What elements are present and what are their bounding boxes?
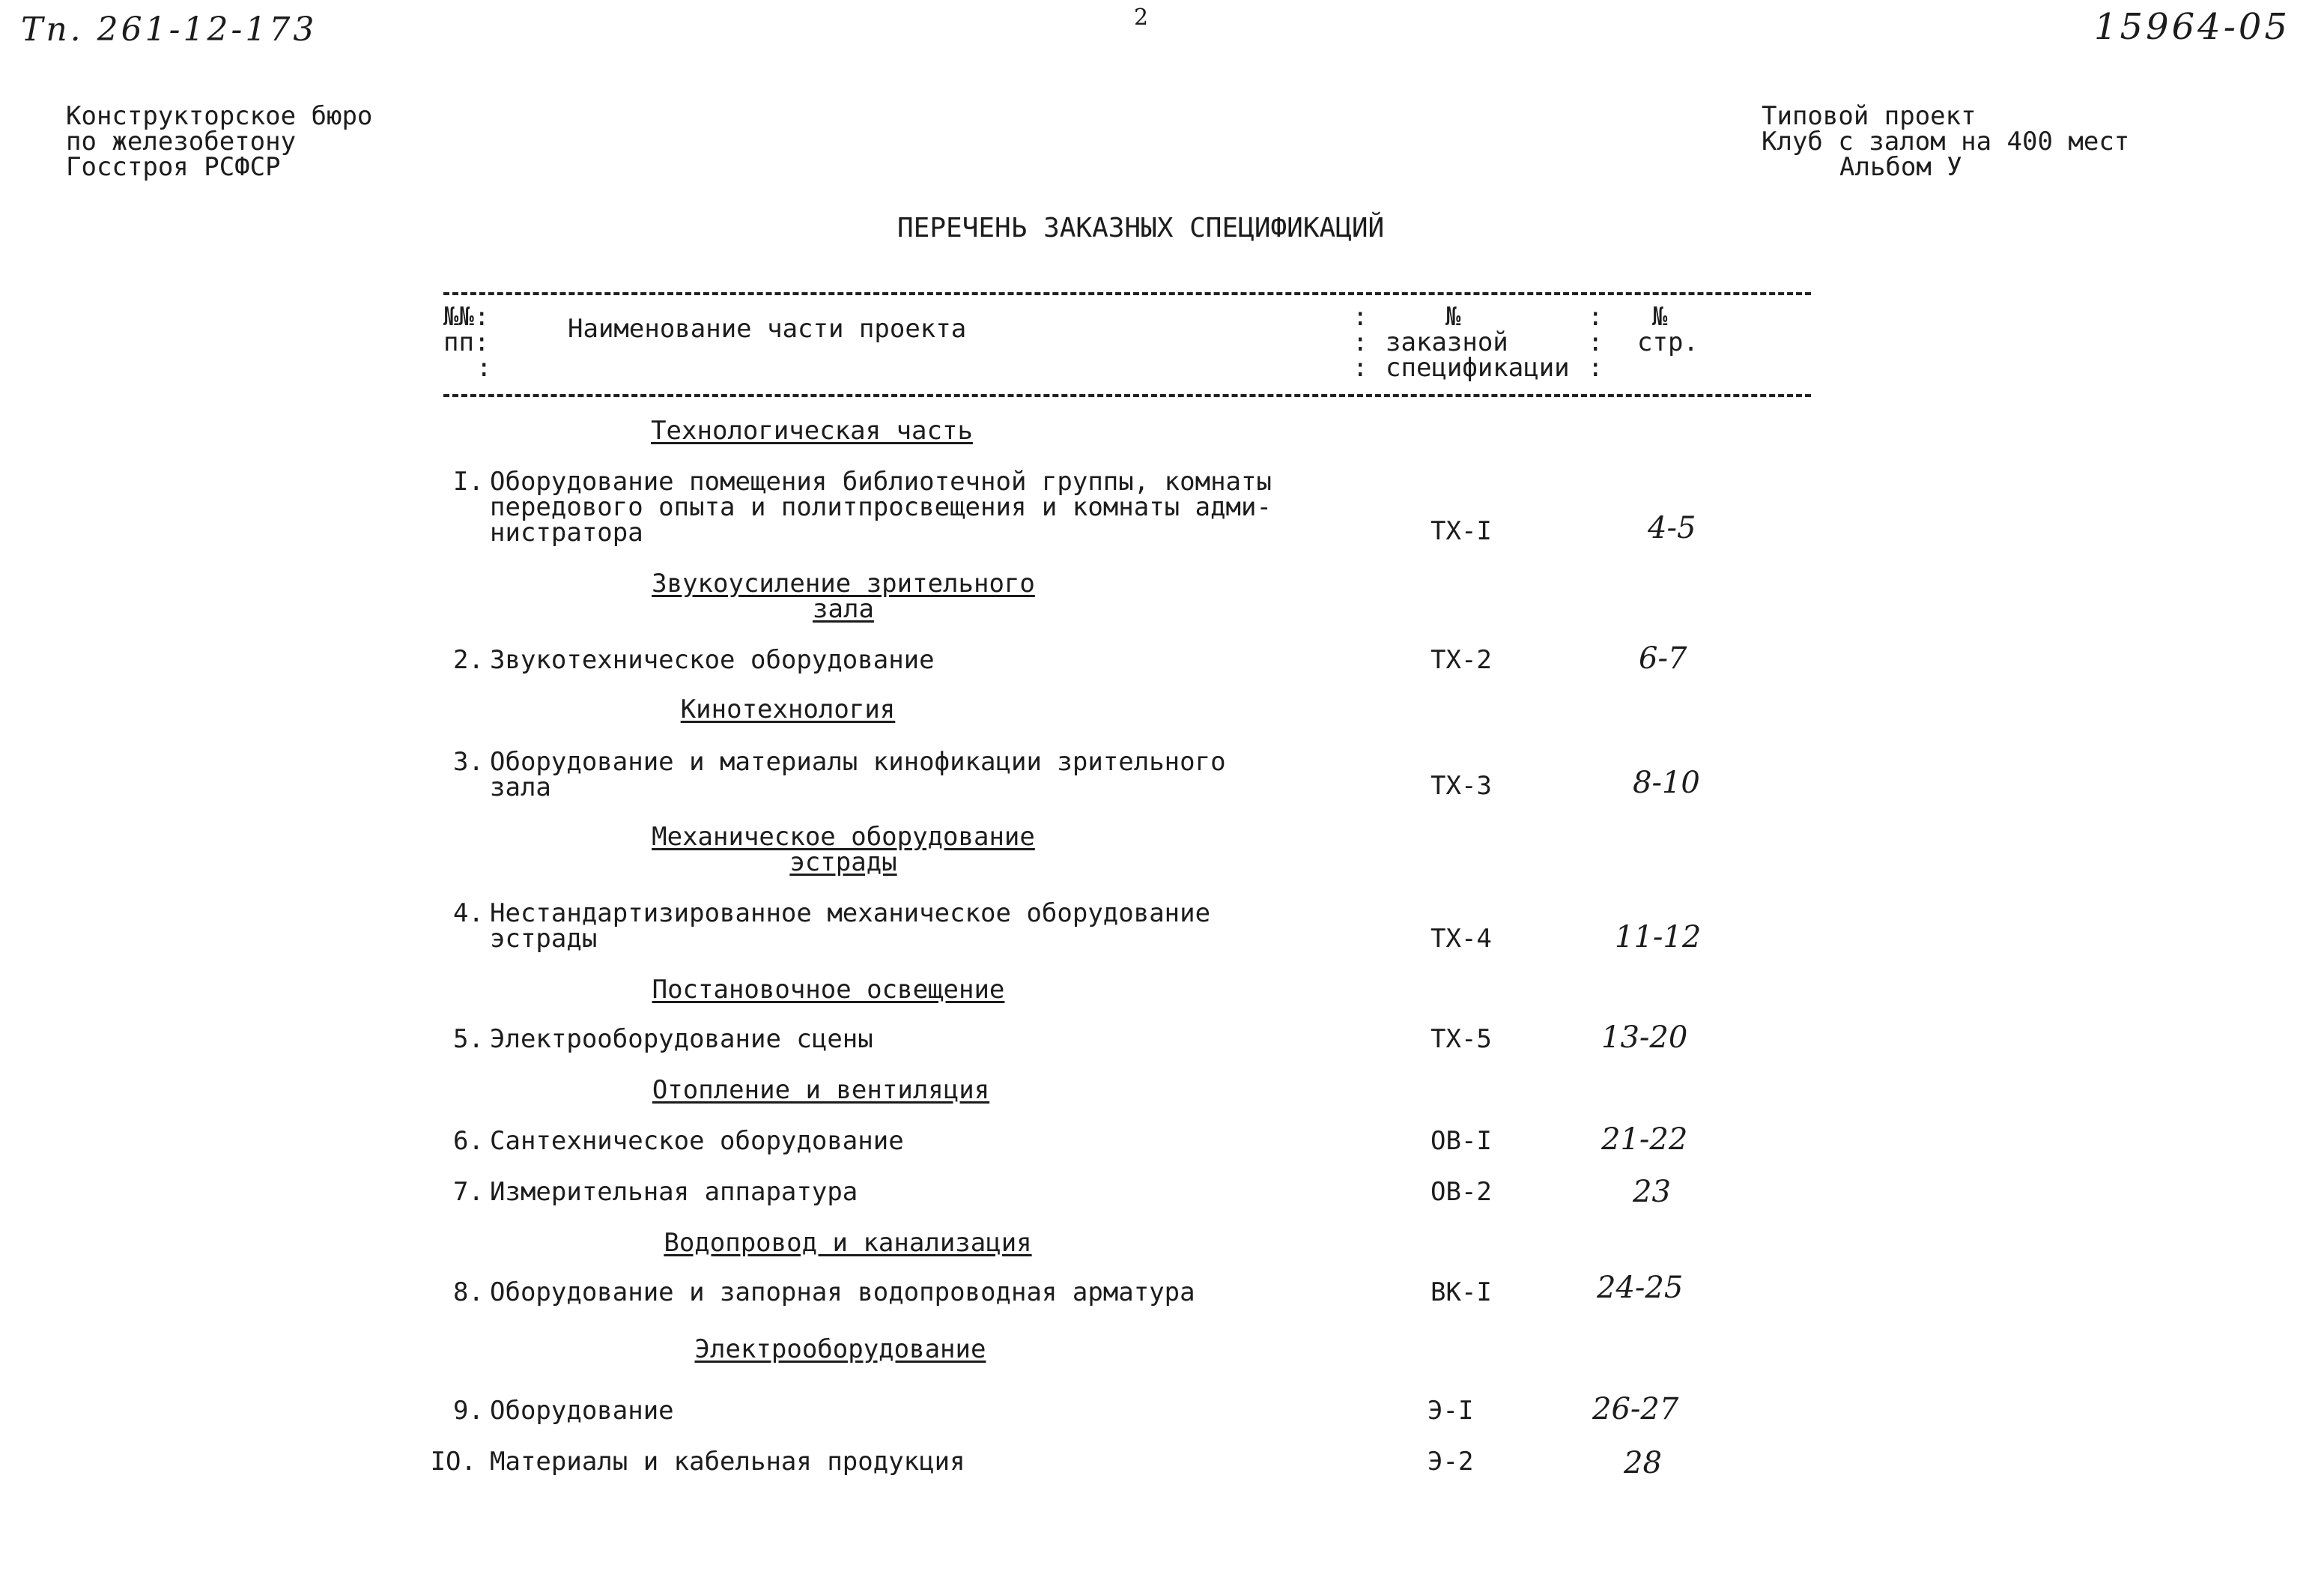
row-description (490, 1277, 1195, 1307)
section-title (586, 1230, 1110, 1256)
section-title-line: Отопление и вентиляция (652, 1075, 990, 1105)
row-description (490, 647, 935, 673)
row-number: I. (453, 467, 484, 497)
row-pages: 28 (1624, 1446, 1662, 1480)
row-description (490, 1396, 674, 1426)
row-pages: 6-7 (1639, 641, 1687, 676)
row-spec-code: ВК-I (1430, 1277, 1492, 1307)
row-description (490, 1447, 965, 1477)
row-number: 4. (453, 898, 484, 928)
row-pages: 4-5 (1648, 511, 1696, 545)
col-page-header-line: стр. (1637, 327, 1699, 357)
col-name-header: Наименование части проекта (568, 314, 967, 344)
document-code: Тп. 261-12-173 (21, 10, 318, 49)
row-description-line: Оборудование (490, 1396, 674, 1426)
row-pages: 13-20 (1601, 1020, 1688, 1055)
row-description (490, 749, 1226, 800)
project-info-line: Клуб с залом на 400 мест (1762, 127, 2130, 157)
organization-line: по железобетону (66, 127, 297, 157)
col-page-header-line: № (1652, 302, 1668, 332)
col-number-header (443, 304, 491, 381)
row-spec-code: ОВ-I (1430, 1126, 1492, 1156)
row-spec-code: ТХ-3 (1430, 771, 1492, 801)
separator-colon: : (1588, 327, 1604, 357)
row-number: 7. (453, 1177, 484, 1207)
section-title (559, 1077, 1083, 1103)
col-spec-separator (1353, 304, 1368, 381)
section-title-line: Звукоусиление зрительного (652, 569, 1035, 599)
separator-colon: : (1588, 302, 1604, 332)
row-description-line: передового опыта и политпросвещения и комнаты адми- (490, 492, 1272, 522)
section-title-line: Механическое оборудование (652, 822, 1035, 852)
row-spec-code: ОВ-2 (1430, 1177, 1492, 1207)
section-title-line: зала (813, 594, 874, 624)
section-title (581, 824, 1105, 875)
section-title (566, 975, 1090, 1005)
row-pages: 26-27 (1592, 1392, 1679, 1426)
row-description-line: Оборудование и запорная водопроводная арматура (490, 1277, 1195, 1307)
col-number-header-line: пп: (443, 327, 490, 357)
row-description-line: Измерительная аппаратура (490, 1177, 858, 1207)
row-description-line: эстрады (490, 924, 598, 954)
col-number-header-line: : (476, 353, 492, 383)
row-pages: 21-22 (1601, 1122, 1688, 1157)
row-description-line: Оборудование помещения библиотечной группы, комнаты (490, 467, 1272, 497)
separator-colon: : (1588, 353, 1604, 383)
row-number: 6. (453, 1126, 484, 1156)
header-bottom-rule (443, 394, 1811, 397)
row-number: 3. (453, 747, 484, 777)
section-title-line: Водопровод и канализация (664, 1228, 1032, 1258)
document-title: ПЕРЕЧЕНЬ ЗАКАЗНЫХ СПЕЦИФИКАЦИЙ (897, 213, 1385, 243)
row-description (490, 898, 1211, 954)
row-description-line: Материалы и кабельная продукция (490, 1447, 965, 1477)
row-spec-code: Э-I (1428, 1396, 1474, 1426)
row-spec-code: ТХ-4 (1430, 924, 1492, 954)
project-info-block (1762, 103, 2129, 180)
section-title-line: Кинотехнология (680, 694, 896, 724)
row-description (490, 467, 1272, 548)
section-title-line: Технологическая часть (651, 416, 973, 446)
row-description (490, 1128, 904, 1154)
row-number: 2. (453, 645, 484, 675)
col-spec-header-line: спецификации (1386, 353, 1570, 383)
row-pages: 11-12 (1615, 920, 1702, 954)
col-spec-header-line: № (1445, 302, 1461, 332)
inventory-number: 15964-05 (2094, 6, 2290, 48)
section-title (578, 1334, 1102, 1364)
row-pages: 8-10 (1633, 766, 1700, 800)
organization-line: Госстроя РСФСР (66, 152, 281, 182)
row-number: 8. (453, 1277, 484, 1307)
col-number-header-line: №№: (443, 302, 490, 332)
row-description-line: нистратора (490, 518, 643, 548)
separator-colon: : (1353, 302, 1368, 332)
organization-block (66, 103, 372, 180)
row-description-line: Сантехническое оборудование (490, 1126, 904, 1156)
col-page-header (1637, 304, 1699, 355)
col-spec-header-line: заказной (1386, 327, 1508, 357)
row-spec-code: Э-2 (1428, 1447, 1474, 1477)
row-description-line: Звукотехническое оборудование (490, 645, 935, 675)
row-description-line: Оборудование и материалы кинофикации зрительного (490, 747, 1226, 777)
row-number: IO. (430, 1447, 476, 1477)
col-page-separator (1588, 304, 1603, 381)
row-spec-code: ТХ-5 (1430, 1024, 1492, 1054)
section-title (526, 694, 1050, 724)
row-description-line: Нестандартизированное механическое оборудование (490, 898, 1211, 928)
section-title-line: Постановочное освещение (652, 975, 1005, 1005)
separator-colon: : (1353, 353, 1368, 383)
section-title (550, 418, 1074, 444)
row-description (490, 1026, 873, 1052)
row-pages: 24-25 (1597, 1271, 1684, 1305)
page-number: 2 (1134, 4, 1149, 31)
row-description-line: Электрооборудование сцены (490, 1024, 873, 1054)
header-top-rule (443, 292, 1811, 295)
project-info-line: Альбом У (1839, 152, 1962, 182)
row-spec-code: ТХ-2 (1430, 645, 1492, 675)
separator-colon: : (1353, 327, 1368, 357)
row-description (490, 1179, 858, 1205)
row-description-line: зала (490, 772, 551, 802)
row-pages: 23 (1633, 1175, 1671, 1209)
section-title-line: Электрооборудование (694, 1334, 986, 1364)
col-spec-header (1386, 304, 1570, 381)
section-title (581, 571, 1105, 622)
organization-line: Конструкторское бюро (66, 101, 373, 131)
row-number: 5. (453, 1024, 484, 1054)
project-info-line: Типовой проект (1762, 101, 1976, 131)
row-number: 9. (453, 1396, 484, 1426)
section-title-line: эстрады (789, 847, 897, 877)
row-spec-code: ТХ-I (1430, 516, 1492, 546)
